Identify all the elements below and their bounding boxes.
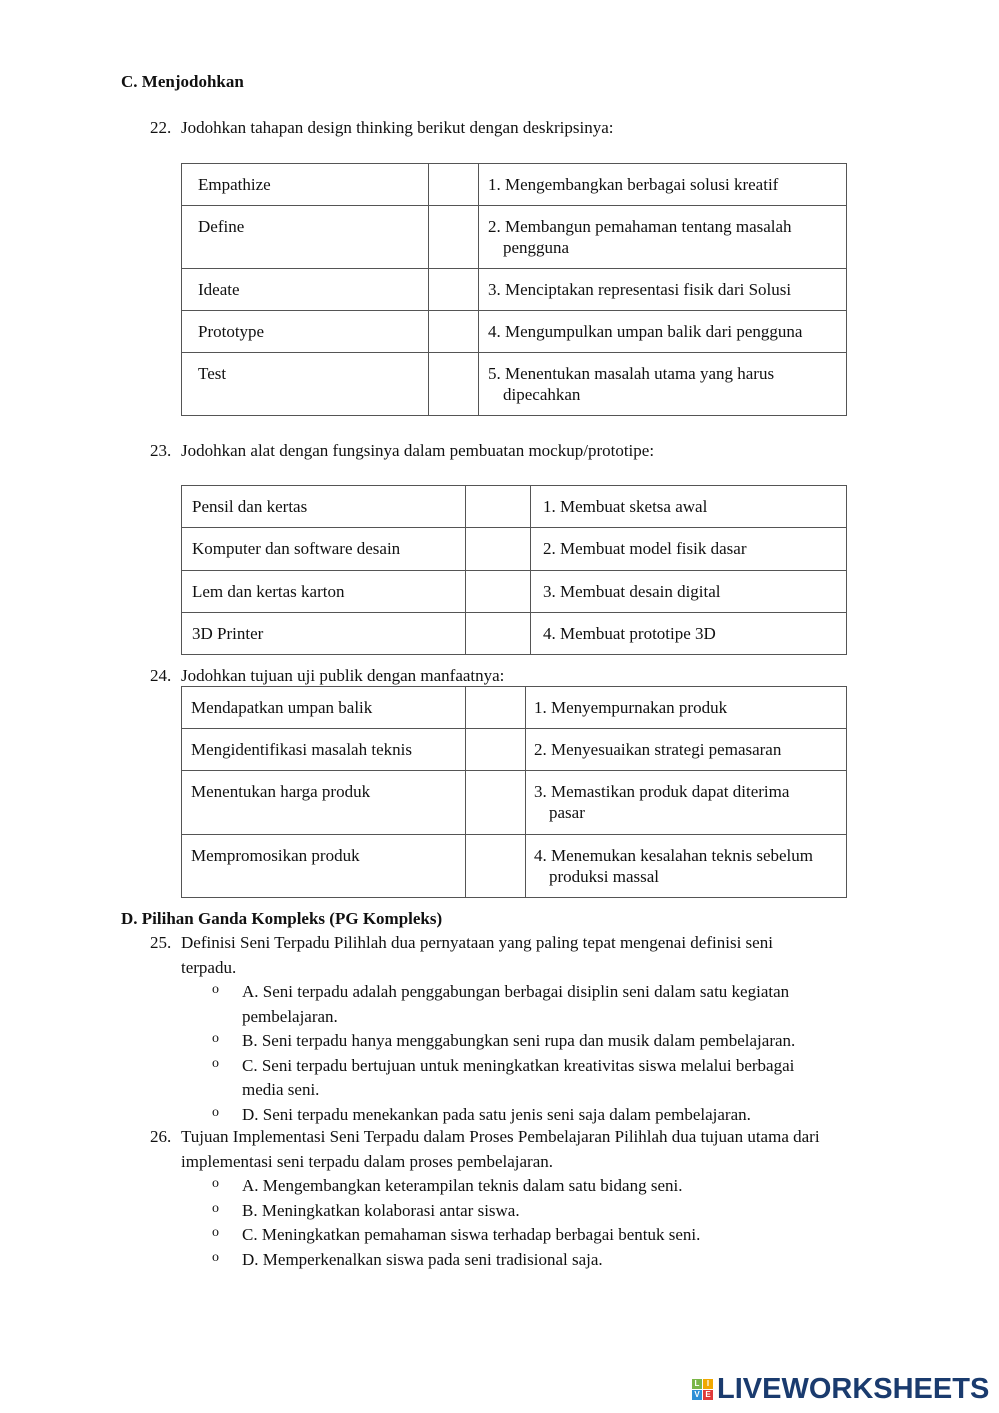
option-bullet-icon: o bbox=[212, 1225, 219, 1240]
match-left-text: Prototype bbox=[198, 322, 265, 341]
match-right-cell bbox=[479, 206, 847, 269]
table-row bbox=[182, 311, 847, 353]
match-right-cell bbox=[531, 486, 847, 528]
q23-number: 23. bbox=[150, 441, 172, 460]
match-right-text: 5. Menentukan masalah utama yang harus bbox=[488, 364, 775, 383]
match-right-text: 3. Menciptakan representasi fisik dari Solusi bbox=[488, 280, 792, 299]
logo-letter: I bbox=[703, 1379, 713, 1389]
match-right-text: produksi massal bbox=[549, 867, 660, 886]
logo-text: LIVEWORKSHEETS bbox=[717, 1373, 990, 1405]
match-right-text: 1. Membuat sketsa awal bbox=[543, 497, 708, 516]
match-right-text: 2. Membuat model fisik dasar bbox=[543, 539, 747, 558]
table-row bbox=[182, 164, 847, 206]
option-bullet-icon: o bbox=[212, 982, 219, 997]
option-text[interactable]: D. Seni terpadu menekankan pada satu jenis seni saja dalam pembelajaran. bbox=[242, 1104, 751, 1124]
logo-letter: E bbox=[703, 1390, 713, 1400]
q22-text: Jodohkan tahapan design thinking berikut dengan deskripsinya: bbox=[181, 118, 614, 137]
match-right-cell bbox=[479, 311, 847, 353]
match-right-cell bbox=[479, 353, 847, 416]
question-text: Tujuan Implementasi Seni Terpadu dalam Proses Pembelajaran Pilihlah dua tujuan utama dari bbox=[181, 1127, 820, 1146]
match-left-text: Lem dan kertas karton bbox=[192, 582, 345, 601]
option-text[interactable]: D. Memperkenalkan siswa pada seni tradisional saja. bbox=[242, 1249, 603, 1269]
logo-letter: L bbox=[692, 1379, 702, 1389]
option-bullet-icon: o bbox=[212, 1104, 219, 1120]
question-number: 25. bbox=[150, 933, 172, 952]
option-bullet-icon: o bbox=[212, 1200, 219, 1216]
section-c-title: C. Menjodohkan bbox=[121, 72, 244, 91]
match-left-cell bbox=[182, 311, 429, 353]
match-left-text: Empathize bbox=[198, 175, 271, 194]
answer-blank-cell[interactable] bbox=[429, 269, 479, 311]
match-left-text: Test bbox=[198, 364, 227, 383]
match-right-text: 3. Membuat desain digital bbox=[543, 582, 721, 601]
match-left-cell bbox=[182, 571, 466, 613]
match-left-cell bbox=[182, 164, 429, 206]
match-right-text: 4. Membuat prototipe 3D bbox=[543, 624, 716, 643]
answer-blank-cell[interactable] bbox=[466, 835, 526, 898]
match-right-cell bbox=[479, 164, 847, 206]
match-right-text: 1. Menyempurnakan produk bbox=[534, 698, 728, 717]
match-left-text: Define bbox=[198, 217, 245, 236]
match-left-cell bbox=[182, 269, 429, 311]
table-row bbox=[182, 613, 847, 655]
match-left-text: Mempromosikan produk bbox=[191, 846, 360, 865]
logo-letter: V bbox=[692, 1390, 702, 1400]
question-number: 26. bbox=[150, 1127, 172, 1146]
option-bullet-icon: o bbox=[212, 1176, 219, 1191]
option-text: pembelajaran. bbox=[242, 1006, 338, 1026]
option-bullet-icon: o bbox=[212, 1055, 219, 1071]
match-left-text: 3D Printer bbox=[192, 624, 264, 643]
q23-matching-table bbox=[181, 485, 847, 655]
match-right-cell bbox=[526, 835, 847, 898]
option-bullet-icon: o bbox=[212, 1249, 219, 1265]
answer-blank-cell[interactable] bbox=[466, 571, 531, 613]
match-right-text: dipecahkan bbox=[503, 385, 581, 404]
match-right-text: 3. Memastikan produk dapat diterima bbox=[534, 782, 790, 801]
table-row bbox=[182, 771, 847, 835]
match-left-text: Ideate bbox=[198, 280, 240, 299]
match-right-text: pasar bbox=[549, 803, 585, 822]
match-right-cell bbox=[526, 729, 847, 771]
section-d-title: D. Pilihan Ganda Kompleks (PG Kompleks) bbox=[121, 909, 443, 928]
answer-blank-cell[interactable] bbox=[429, 206, 479, 269]
match-left-cell bbox=[182, 835, 466, 898]
option-text[interactable]: B. Meningkatkan kolaborasi antar siswa. bbox=[242, 1200, 520, 1220]
match-left-cell bbox=[182, 486, 466, 528]
match-right-text: 2. Membangun pemahaman tentang masalah bbox=[488, 217, 792, 236]
match-right-text: pengguna bbox=[503, 238, 570, 257]
table-row bbox=[182, 269, 847, 311]
match-left-cell bbox=[182, 206, 429, 269]
option-text[interactable]: B. Seni terpadu hanya menggabungkan seni rupa dan musik dalam pembelajaran. bbox=[242, 1031, 796, 1050]
question-text: implementasi seni terpadu dalam proses pembelajaran. bbox=[181, 1151, 553, 1171]
match-right-cell bbox=[526, 687, 847, 729]
table-row bbox=[182, 729, 847, 771]
table-row bbox=[182, 528, 847, 571]
answer-blank-cell[interactable] bbox=[466, 486, 531, 528]
table-row bbox=[182, 571, 847, 613]
match-left-cell bbox=[182, 687, 466, 729]
match-left-text: Menentukan harga produk bbox=[191, 782, 371, 801]
option-text[interactable]: A. Mengembangkan keterampilan teknis dalam satu bidang seni. bbox=[242, 1176, 683, 1195]
option-text[interactable]: A. Seni terpadu adalah penggabungan berbagai disiplin seni dalam satu kegiatan bbox=[242, 982, 790, 1001]
q22-matching-table bbox=[181, 163, 847, 416]
match-left-text: Mengidentifikasi masalah teknis bbox=[191, 740, 412, 759]
option-text: media seni. bbox=[242, 1080, 320, 1099]
answer-blank-cell[interactable] bbox=[466, 771, 526, 835]
table-row bbox=[182, 835, 847, 898]
match-left-text: Mendapatkan umpan balik bbox=[191, 698, 373, 717]
q22-number: 22. bbox=[150, 118, 172, 137]
question-text: Definisi Seni Terpadu Pilihlah dua pernyataan yang paling tepat mengenai definisi seni bbox=[181, 933, 773, 952]
match-left-text: Pensil dan kertas bbox=[192, 497, 308, 516]
live-blocks-icon bbox=[692, 1379, 713, 1400]
answer-blank-cell[interactable] bbox=[466, 613, 531, 655]
match-left-cell bbox=[182, 771, 466, 835]
match-right-cell bbox=[531, 613, 847, 655]
table-row bbox=[182, 486, 847, 528]
match-right-cell bbox=[526, 771, 847, 835]
match-left-cell bbox=[182, 729, 466, 771]
match-left-text: Komputer dan software desain bbox=[192, 539, 401, 558]
match-right-text: 4. Menemukan kesalahan teknis sebelum bbox=[534, 846, 814, 865]
answer-blank-cell[interactable] bbox=[466, 729, 526, 771]
match-left-cell bbox=[182, 353, 429, 416]
match-right-cell bbox=[479, 269, 847, 311]
match-right-text: 4. Mengumpulkan umpan balik dari pengguna bbox=[488, 322, 803, 341]
answer-blank-cell[interactable] bbox=[466, 687, 526, 729]
question-text: terpadu. bbox=[181, 957, 237, 977]
q24-number: 24. bbox=[150, 666, 172, 685]
match-left-cell bbox=[182, 528, 466, 571]
q23-text: Jodohkan alat dengan fungsinya dalam pembuatan mockup/prototipe: bbox=[181, 441, 655, 460]
match-right-cell bbox=[531, 528, 847, 571]
option-bullet-icon: o bbox=[212, 1031, 219, 1046]
q24-text: Jodohkan tujuan uji publik dengan manfaatnya: bbox=[181, 666, 505, 685]
match-right-text: 1. Mengembangkan berbagai solusi kreatif bbox=[488, 175, 779, 194]
option-text[interactable]: C. Meningkatkan pemahaman siswa terhadap berbagai bentuk seni. bbox=[242, 1225, 701, 1244]
answer-blank-cell[interactable] bbox=[429, 311, 479, 353]
match-left-cell bbox=[182, 613, 466, 655]
liveworksheets-logo bbox=[692, 1374, 989, 1404]
match-right-cell bbox=[531, 571, 847, 613]
table-row bbox=[182, 687, 847, 729]
answer-blank-cell[interactable] bbox=[429, 164, 479, 206]
answer-blank-cell[interactable] bbox=[466, 528, 531, 571]
table-row bbox=[182, 353, 847, 416]
answer-blank-cell[interactable] bbox=[429, 353, 479, 416]
match-right-text: 2. Menyesuaikan strategi pemasaran bbox=[534, 740, 782, 759]
option-text[interactable]: C. Seni terpadu bertujuan untuk meningkatkan kreativitas siswa melalui berbagai bbox=[242, 1055, 795, 1075]
q24-matching-table bbox=[181, 686, 847, 898]
table-row bbox=[182, 206, 847, 269]
